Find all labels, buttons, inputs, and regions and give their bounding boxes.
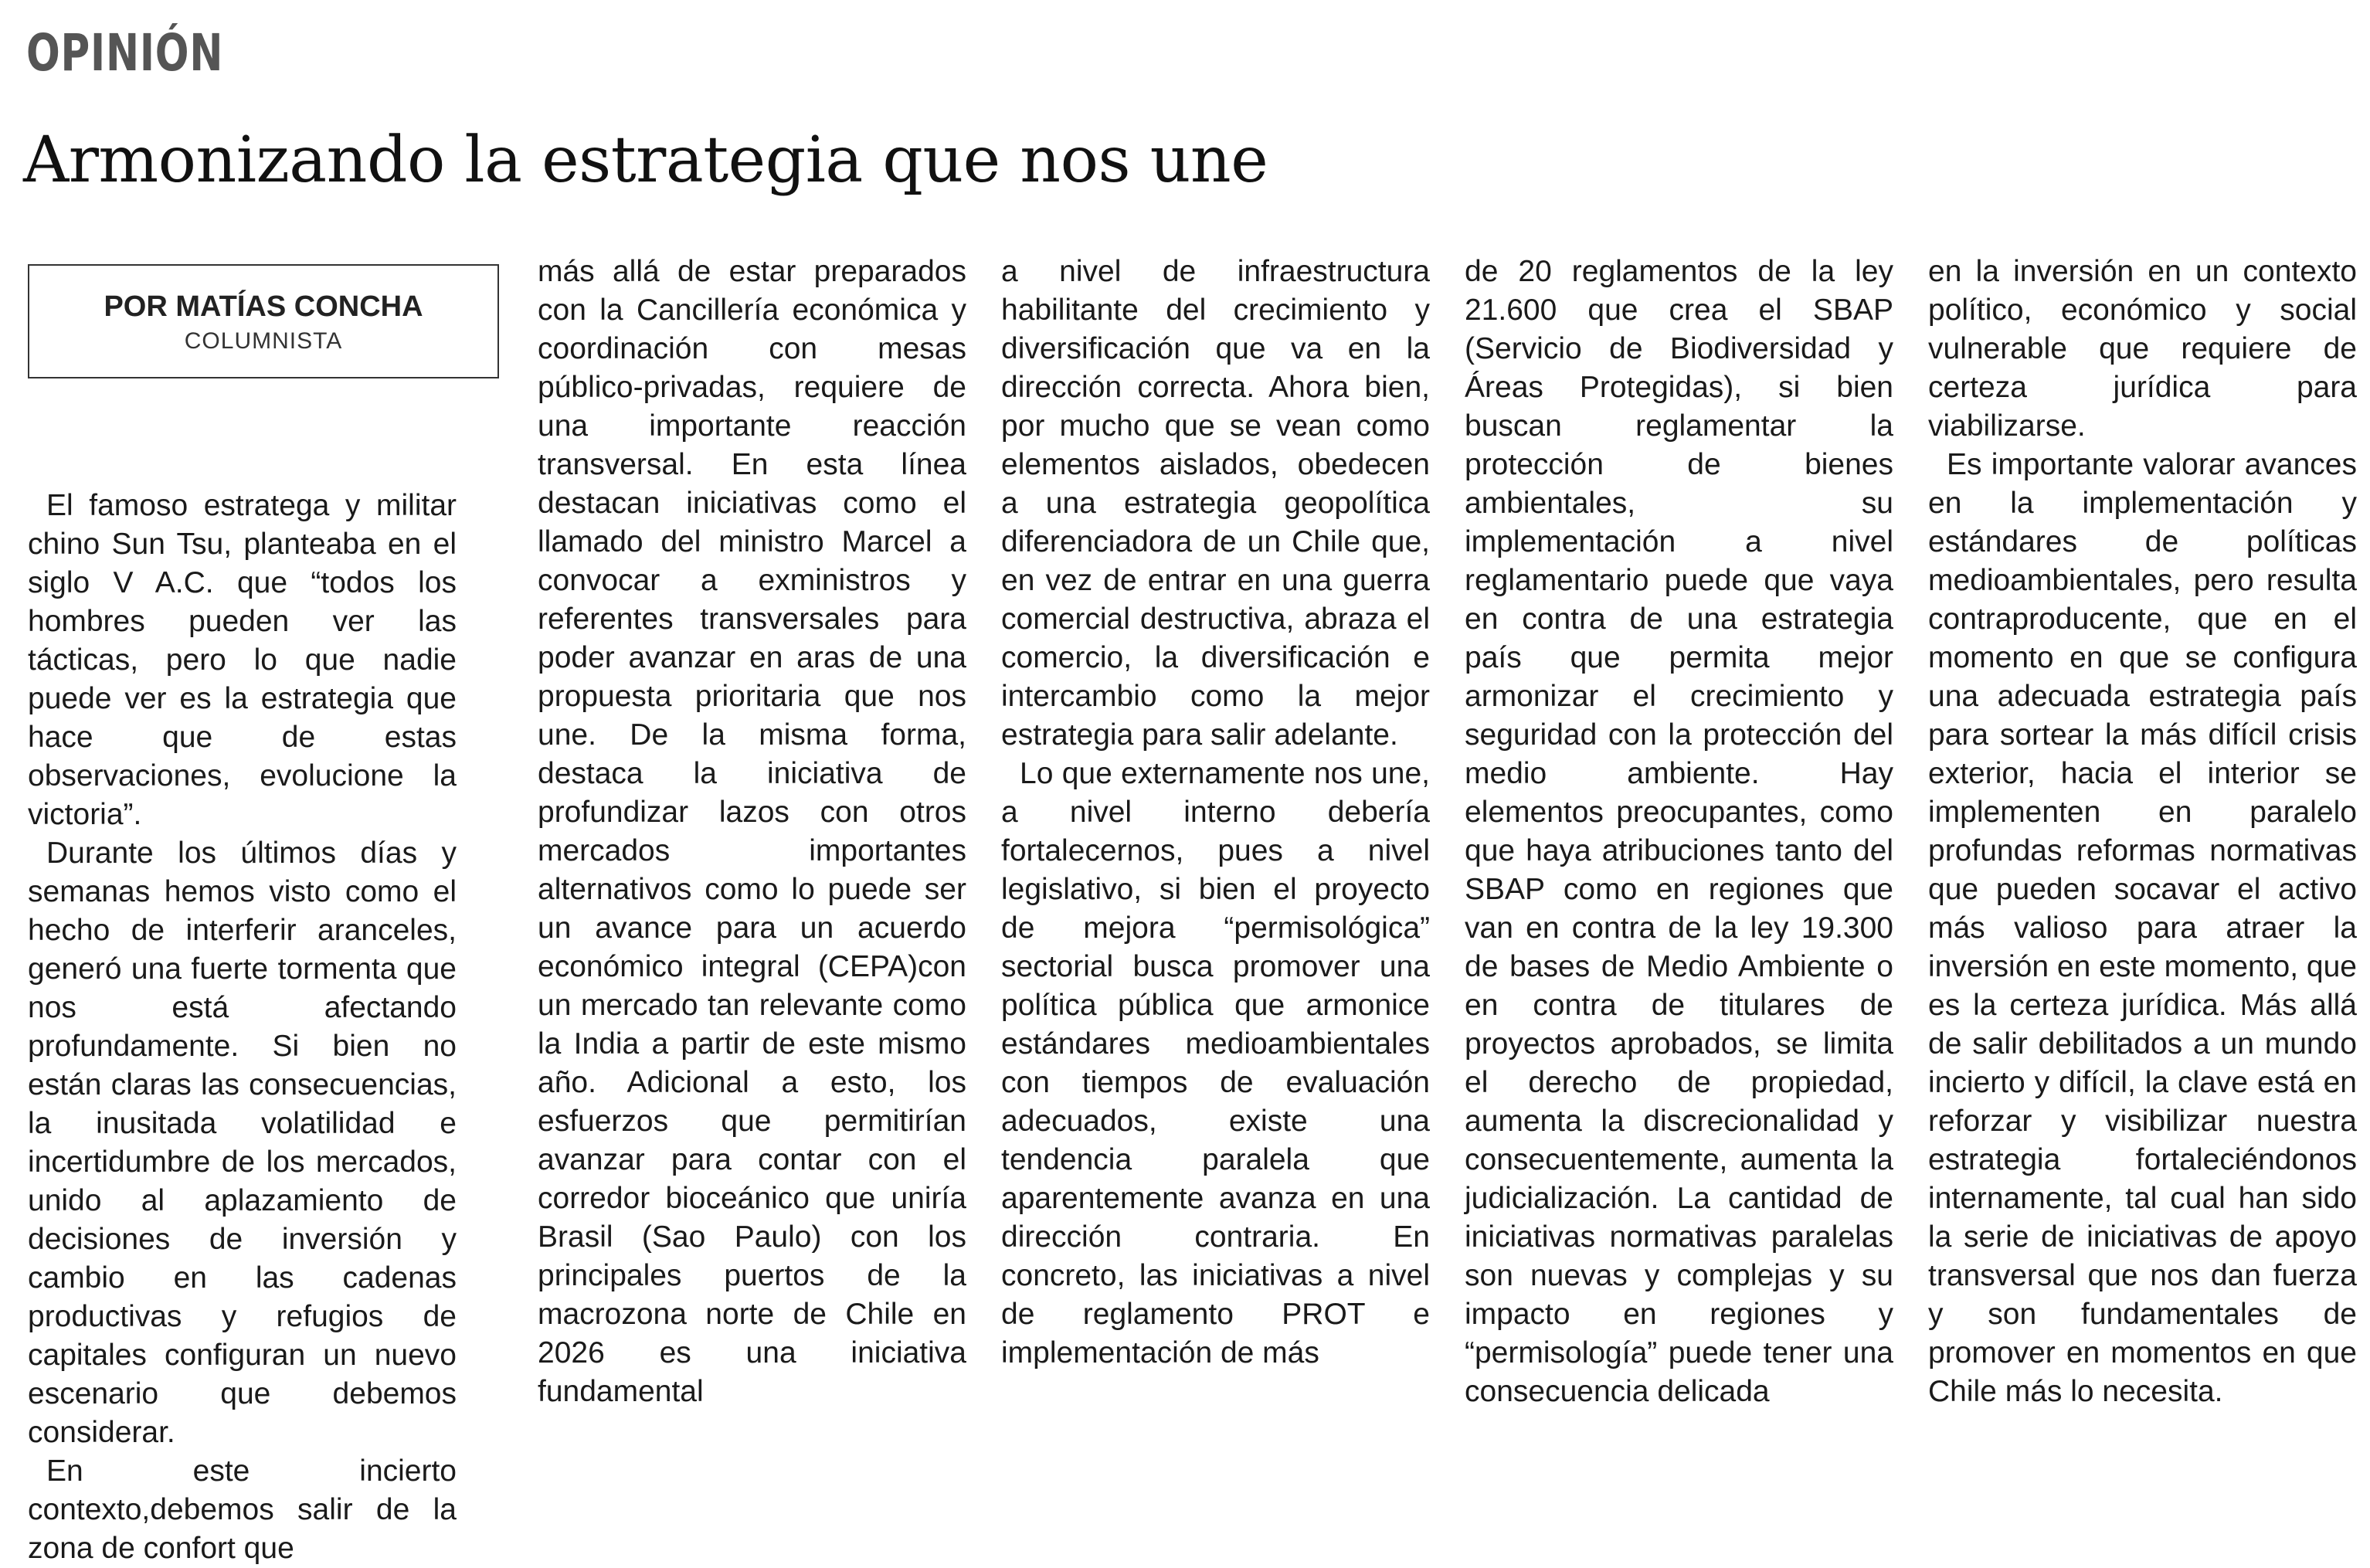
byline-author: POR MATÍAS CONCHA [104, 290, 423, 323]
paragraph: El famoso estratega y militar chino Sun Tsu, planteaba en el siglo V A.C. que “todos los hombres pueden ver las tácticas, pero lo que nadie puede ver es la estrategia que hace que de estas observaciones, evolucione la victoria”. [28, 489, 457, 831]
paragraph: Durante los últimos días y semanas hemos visto como el hecho de interferir aranceles, generó una fuerte tormenta que nos está afectando profundamente. Si bien no están claras las consecuencias, la inusitada volatilidad e incertidumbre de los mercados, unido al aplazamiento de decisiones de inversión y cambio en las cadenas productivas y refugios de capitales configuran un nuevo escenario que debemos considerar. [28, 837, 457, 1449]
article-column-1 [28, 487, 457, 1568]
section-label: OPINIÓN [26, 23, 224, 83]
byline-role: COLUMNISTA [184, 328, 343, 354]
article-column-4 [1465, 253, 1893, 1411]
paragraph: de 20 reglamentos de la ley 21.600 que crea el SBAP (Servicio de Biodiversidad y Áreas Protegidas), si bien buscan reglamentar la protección de bienes ambientales, su implementación a nivel reglamentario puede que vaya en contra de una estrategia país que permita mejor armonizar el crecimiento y seguridad con la protección del medio ambiente. Hay elementos preocupantes, como que haya atribuciones tanto del SBAP como en regiones que van en contra de la ley 19.300 de bases de Medio Ambiente o en contra de titulares de proyectos aprobados, se limita el derecho de propiedad, aumenta la discrecionalidad y consecuentemente, aumenta la judicialización. La cantidad de iniciativas normativas paralelas son nuevas y complejas y su impacto en regiones y “permisología” puede tener una consecuencia delicada [1465, 255, 1893, 1408]
article-column-3 [1001, 253, 1430, 1373]
paragraph: más allá de estar preparados con la Cancillería económica y coordinación con mesas público-privadas, requiere de una importante reacción transversal. En esta línea destacan iniciativas como el llamado del ministro Marcel a convocar a exministros y referentes transversales para poder avanzar en aras de una propuesta prioritaria que nos une. De la misma forma, destaca la iniciativa de profundizar lazos con otros mercados importantes alternativos como lo puede ser un avance para un acuerdo económico integral (CEPA)con un mercado tan relevante como la India a partir de este mismo año. Adicional a esto, los esfuerzos que permitirían avanzar para contar con el corredor bioceánico que uniría Brasil (Sao Paulo) con los principales puertos de la macrozona norte de Chile en 2026 es una iniciativa fundamental [538, 255, 966, 1408]
paragraph: en la inversión en un contexto político, económico y social vulnerable que requiere de certeza jurídica para viabilizarse. [1928, 255, 2357, 443]
paragraph: a nivel de infraestructura habilitante del crecimiento y diversificación que va en la dirección correcta. Ahora bien, por mucho que se vean como elementos aislados, obedecen a una estrategia geopolítica diferenciadora de un Chile que, en vez de entrar en una guerra comercial destructiva, abraza el comercio, la diversificación e intercambio como la mejor estrategia para salir adelante. [1001, 255, 1430, 752]
byline-box [28, 264, 499, 378]
article-column-5 [1928, 253, 2357, 1411]
article-column-2 [538, 253, 966, 1411]
paragraph: Lo que externamente nos une, a nivel interno debería fortalecernos, pues a nivel legislativo, si bien el proyecto de mejora “permisológica” sectorial busca promover una política pública que armonice estándares medioambientales con tiempos de evaluación adecuados, existe una tendencia paralela que aparentemente avanza en una dirección contraria. En concreto, las iniciativas a nivel de reglamento PROT e implementación de más [1001, 757, 1430, 1369]
paragraph: Es importante valorar avances en la implementación y estándares de políticas medioambientales, pero resulta contraproducente, que en el momento en que se configura una adecuada estrategia país para sortear la más difícil crisis exterior, hacia el interior se implementen en paralelo profundas reformas normativas que pueden socavar el activo más valioso para atraer la inversión en este momento, que es la certeza jurídica. Más allá de salir debilitados a un mundo incierto y difícil, la clave está en reforzar y visibilizar nuestra estrategia fortaleciéndonos internamente, tal cual han sido la serie de iniciativas de apoyo transversal que nos dan fuerza y son fundamentales de promover en momentos en que Chile más lo necesita. [1928, 448, 2357, 1408]
paragraph: En este incierto contexto,debemos salir de la zona de confort que [28, 1454, 457, 1565]
article-headline: Armonizando la estrategia que nos une [23, 124, 1268, 197]
